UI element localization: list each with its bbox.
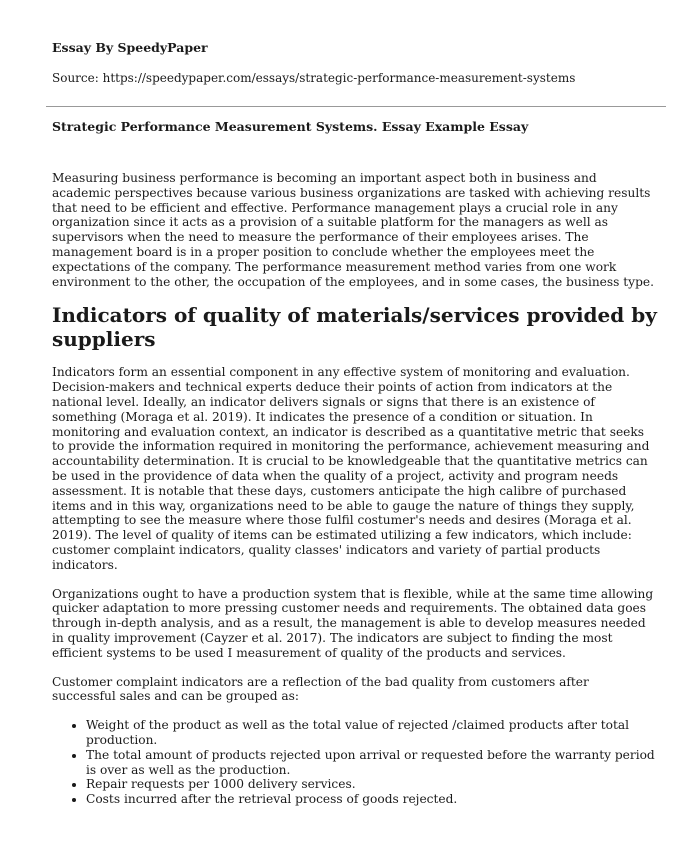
essay-title: Strategic Performance Measurement Systems. Essay Example Essay (52, 119, 529, 134)
section-paragraph-1: Indicators form an essential component in any effective system of monitoring and evaluation. Decision-makers and technical experts deduce their points of action from indicators at the national level. Ideally, an indicator delivers signals or signs that there is an existence of something (Moraga et al. 2019). It indicates the presence of a condition or situation. In monitoring and evaluation context, an indicator is described as a quantitative metric that seeks to provide the information required in monitoring the performance, achievement measuring and accountability determination. It is crucial to be knowledgeable that the quantitative metrics can be used in the providence of data when the quality of a project, activity and program needs assessment. It is notable that these days, customers anticipate the high calibre of purchased items and in this way, organizations need to be able to gauge the nature of things they supply, attempting to see the measure where those fulfil costumer's needs and desires (Moraga et al. 2019). The level of quality of items can be estimated utilizing a few indicators, which include: customer complaint indicators, quality classes' indicators and variety of partial products indicators. (52, 365, 650, 572)
essay-by-line: Essay By SpeedyPaper (52, 40, 208, 55)
source-line: Source: https://speedypaper.com/essays/strategic-performance-measurement-systems (52, 71, 576, 85)
complaint-indicator-list (52, 718, 660, 807)
list-item: • Repair requests per 1000 delivery services. (86, 777, 660, 792)
list-item: • Weight of the product as well as the total value of rejected /claimed products after total production. (86, 718, 660, 748)
header-divider (46, 106, 666, 107)
list-item: • Costs incurred after the retrieval process of goods rejected. (86, 792, 660, 807)
list-item: • The total amount of products rejected upon arrival or requested before the warranty period is over as well as the production. (86, 748, 660, 778)
section-paragraph-2: Organizations ought to have a production system that is flexible, while at the same time allowing quicker adaptation to more pressing customer needs and requirements. The obtained data goes through in-depth analysis, and as a result, the management is able to develop measures needed in quality improvement (Cayzer et al. 2017). The indicators are subject to finding the most efficient systems to be used I measurement of quality of the products and services. (52, 586, 654, 660)
section-paragraph-3: Customer complaint indicators are a reflection of the bad quality from customers after successful sales and can be grouped as: (52, 674, 589, 704)
section-heading: Indicators of quality of materials/services provided by suppliers (52, 303, 657, 352)
intro-paragraph: Measuring business performance is becoming an important aspect both in business and academic perspectives because various business organizations are tasked with achieving results that need to be efficient and effective. Performance management plays a crucial role in any organization since it acts as a provision of a suitable platform for the managers as well as supervisors when the need to measure the performance of their employees arises. The management board is in a proper position to conclude whether the employees meet the expectations of the company. The performance measurement method varies from one work environment to the other, the occupation of the employees, and in some cases, the business type. (52, 171, 654, 289)
document-header (52, 40, 660, 86)
